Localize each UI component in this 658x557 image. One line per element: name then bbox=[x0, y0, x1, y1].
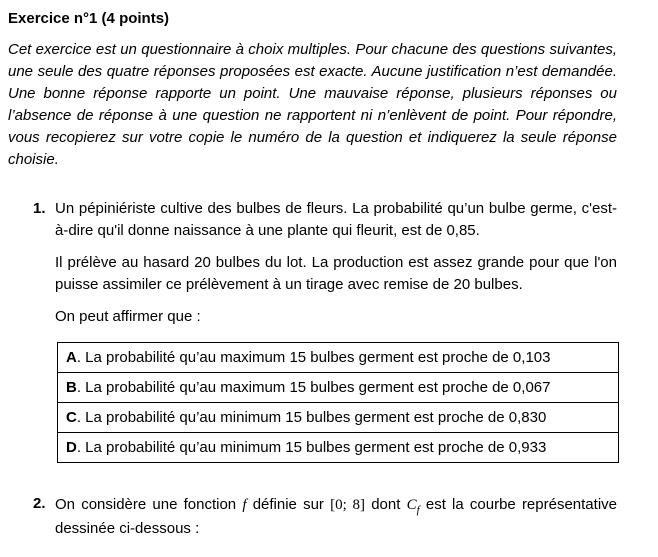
option-a-cell bbox=[58, 343, 619, 373]
option-c-letter: C bbox=[66, 408, 77, 426]
option-row-d bbox=[58, 433, 619, 463]
exercise-instructions: Cet exercice est un questionnaire à choix multiples. Pour chacune des questions suivantes, une seule des quatre réponses proposées est exacte. Aucune justification n’est demandée. Une bonne réponse rapporte un point. Une mauvaise réponse, plusieurs réponses ou l’absence de réponse à une question ne rapportent ni n’enlèvent de point. Pour répondre, vous recopierez sur votre copie le numéro de la question et indiquerez la seule réponse choisie. bbox=[8, 41, 617, 168]
question-2-number: 2. bbox=[33, 495, 46, 512]
question-2-body bbox=[55, 493, 617, 551]
option-b-text: . La probabilité qu’au maximum 15 bulbes germent est proche de 0,067 bbox=[76, 378, 551, 396]
option-d-cell bbox=[58, 433, 619, 463]
question-1-paragraph-3: On peut affirmer que : bbox=[55, 308, 201, 325]
option-row-c bbox=[58, 403, 619, 433]
curve-f-subscript: f bbox=[416, 504, 420, 516]
option-d-text: . La probabilité qu’au minimum 15 bulbes germent est proche de 0,933 bbox=[76, 438, 547, 456]
curve-cf-symbol bbox=[406, 497, 420, 516]
question-2-text-3: dont bbox=[365, 496, 407, 513]
option-b-cell bbox=[58, 373, 619, 403]
exercise-title: Exercice n°1 (4 points) bbox=[8, 10, 170, 27]
question-2-text-1: On considère une fonction bbox=[55, 496, 243, 513]
question-2-text-2: définie sur bbox=[246, 496, 331, 513]
question-1 bbox=[33, 198, 617, 463]
option-c-cell bbox=[58, 403, 619, 433]
option-d-letter: D bbox=[66, 438, 77, 456]
option-a-text: . La probabilité qu’au maximum 15 bulbes germent est proche de 0,103 bbox=[76, 348, 551, 366]
function-f-symbol: f bbox=[242, 497, 247, 513]
option-b-letter: B bbox=[66, 378, 77, 396]
option-row-a bbox=[58, 343, 619, 373]
question-2 bbox=[33, 493, 617, 551]
answer-options-table bbox=[57, 342, 619, 463]
question-1-number: 1. bbox=[33, 200, 46, 217]
interval-notation: [0; 8] bbox=[330, 497, 366, 513]
question-2-text-4: est la courbe représentative dessinée ci-dessous : bbox=[55, 496, 617, 537]
question-1-paragraph-2: Il prélève au hasard 20 bulbes du lot. La production est assez grande pour que l'on puisse assimiler ce prélèvement à un tirage avec remise de 20 bulbes. bbox=[55, 254, 617, 293]
option-row-b bbox=[58, 373, 619, 403]
question-2-paragraph bbox=[55, 493, 617, 541]
question-1-paragraph-1: Un pépiniériste cultive des bulbes de fleurs. La probabilité qu’un bulbe germe, c'est-à-dire qu'il donne naissance à une plante qui fleurit, est de 0,85. bbox=[55, 200, 617, 239]
curve-c-letter: C bbox=[406, 497, 417, 513]
option-c-text: . La probabilité qu’au minimum 15 bulbes germent est proche de 0,830 bbox=[76, 408, 547, 426]
option-a-letter: A bbox=[66, 348, 77, 366]
question-1-body bbox=[55, 198, 617, 463]
